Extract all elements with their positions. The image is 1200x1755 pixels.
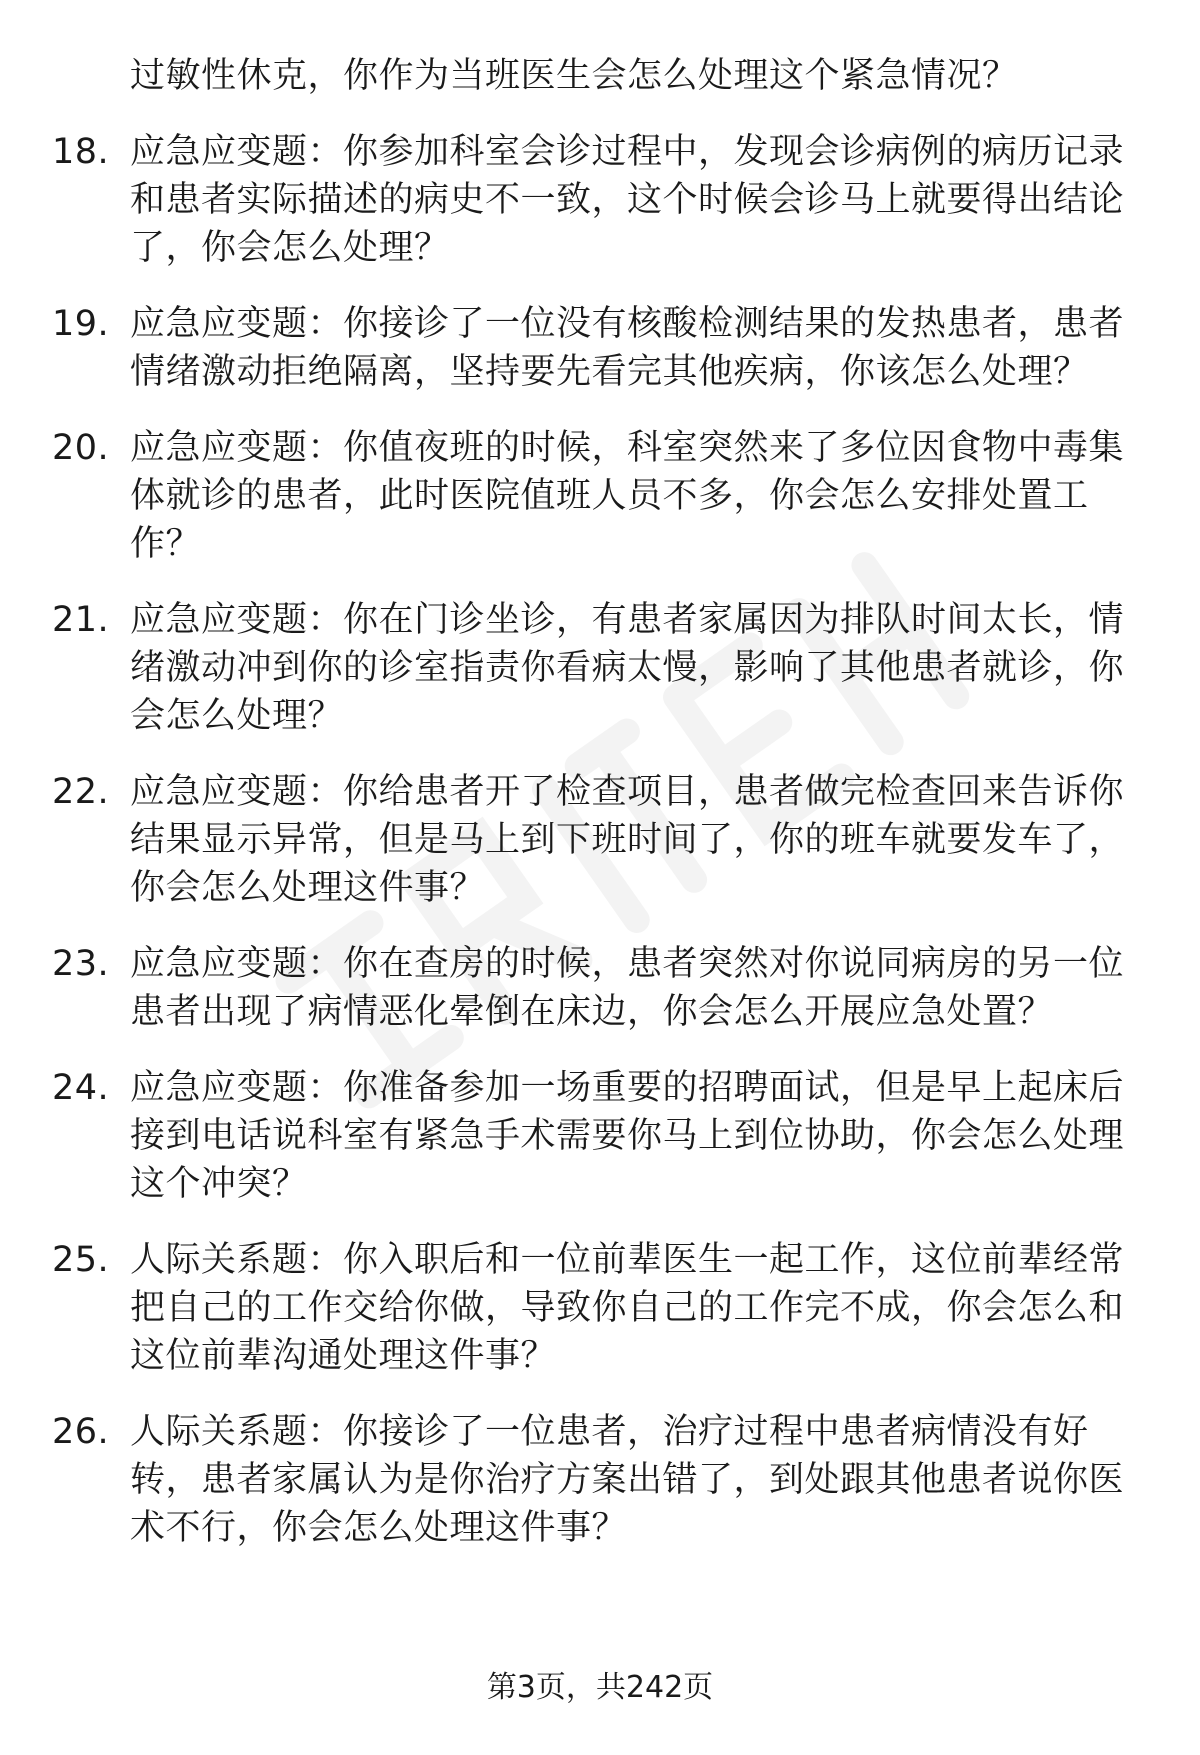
question-line: 人际关系题：你接诊了一位患者，治疗过程中患者病情没有好	[130, 1412, 1089, 1452]
question-number: 20.	[52, 428, 110, 468]
continuation-line: 过敏性休克，你作为当班医生会怎么处理这个紧急情况？	[130, 56, 1018, 96]
question-line: 应急应变题：你值夜班的时候，科室突然来了多位因食物中毒集	[130, 428, 1125, 468]
question-line: 术不行，你会怎么处理这件事？	[130, 1508, 628, 1548]
question-line: 接到电话说科室有紧急手术需要你马上到位协助，你会怎么处理	[130, 1116, 1125, 1156]
question-number: 25.	[52, 1240, 110, 1280]
question-line: 情绪激动拒绝隔离，坚持要先看完其他疾病，你该怎么处理？	[130, 352, 1089, 392]
question-line: 体就诊的患者，此时医院值班人员不多，你会怎么安排处置工	[130, 476, 1089, 516]
question-line: 这位前辈沟通处理这件事？	[130, 1336, 557, 1376]
question-number: 24.	[52, 1068, 110, 1108]
question-line: 应急应变题：你在门诊坐诊，有患者家属因为排队时间太长，情	[130, 600, 1125, 640]
question-number: 21.	[52, 600, 110, 640]
question-number: 23.	[52, 944, 110, 984]
question-line: 绪激动冲到你的诊室指责你看病太慢，影响了其他患者就诊，你	[130, 648, 1125, 688]
question-line: 了，你会怎么处理？	[130, 228, 450, 268]
question-line: 和患者实际描述的病史不一致，这个时候会诊马上就要得出结论	[130, 180, 1125, 220]
question-line: 应急应变题：你接诊了一位没有核酸检测结果的发热患者，患者	[130, 304, 1125, 344]
question-line: 应急应变题：你准备参加一场重要的招聘面试，但是早上起床后	[130, 1068, 1125, 1108]
question-line: 转，患者家属认为是你治疗方案出错了，到处跟其他患者说你医	[130, 1460, 1125, 1500]
question-line: 这个冲突？	[130, 1164, 308, 1204]
question-line: 把自己的工作交给你做，导致你自己的工作完不成，你会怎么和	[130, 1288, 1125, 1328]
question-line: 你会怎么处理这件事？	[130, 868, 486, 908]
question-line: 人际关系题：你入职后和一位前辈医生一起工作，这位前辈经常	[130, 1240, 1125, 1280]
question-line: 作？	[130, 524, 202, 564]
question-line: 结果显示异常，但是马上到下班时间了，你的班车就要发车了，	[130, 820, 1125, 860]
question-number: 19.	[52, 304, 110, 344]
question-line: 应急应变题：你给患者开了检查项目，患者做完检查回来告诉你	[130, 772, 1125, 812]
question-number: 22.	[52, 772, 110, 812]
question-line: 应急应变题：你在查房的时候，患者突然对你说同病房的另一位	[130, 944, 1125, 984]
question-number: 18.	[52, 132, 110, 172]
question-line: 应急应变题：你参加科室会诊过程中，发现会诊病例的病历记录	[130, 132, 1125, 172]
question-number: 26.	[52, 1412, 110, 1452]
page-number-footer: 第3页，共242页	[486, 1670, 714, 1705]
question-line: 患者出现了病情恶化晕倒在床边，你会怎么开展应急处置？	[130, 992, 1054, 1032]
question-line: 会怎么处理？	[130, 696, 344, 736]
